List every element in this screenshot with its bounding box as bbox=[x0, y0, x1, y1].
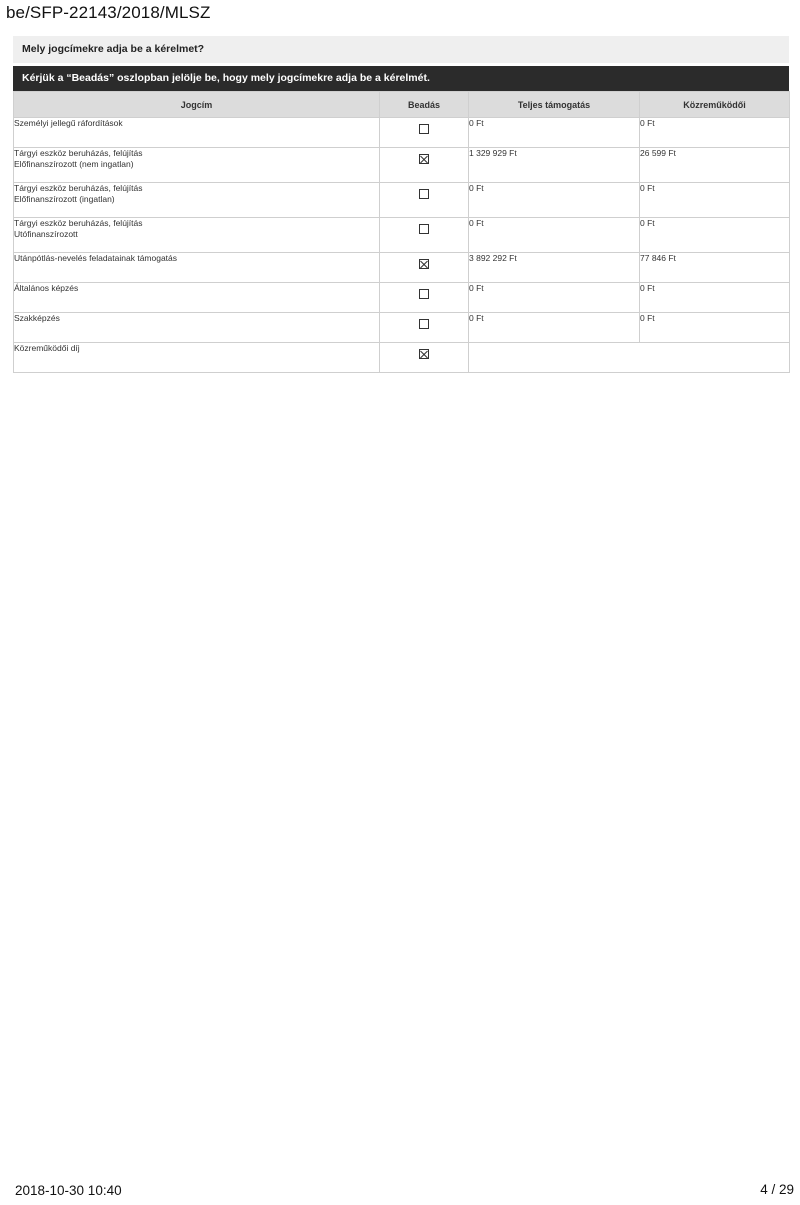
header-kozremukodoi: Közreműködői bbox=[640, 92, 790, 118]
table-body bbox=[14, 118, 790, 373]
cell-beadas bbox=[380, 283, 469, 313]
checkbox-checked-icon[interactable] bbox=[419, 349, 429, 359]
jogcim-label: Tárgyi eszköz beruházás, felújítás bbox=[14, 218, 143, 228]
table-row bbox=[14, 313, 790, 343]
footer-page-number: 4 / 29 bbox=[760, 1182, 794, 1197]
checkbox-checked-icon[interactable] bbox=[419, 154, 429, 164]
cell-empty-merged bbox=[469, 343, 790, 373]
cell-beadas bbox=[380, 183, 469, 218]
cell-beadas bbox=[380, 118, 469, 148]
checkbox-empty-icon[interactable] bbox=[419, 224, 429, 234]
cell-jogcim bbox=[14, 183, 380, 218]
cell-teljes-tamogatas: 1 329 929 Ft bbox=[469, 148, 640, 183]
cell-teljes-tamogatas: 0 Ft bbox=[469, 313, 640, 343]
cell-teljes-tamogatas: 0 Ft bbox=[469, 183, 640, 218]
cell-kozremukodoi: 0 Ft bbox=[640, 218, 790, 253]
cell-kozremukodoi: 77 846 Ft bbox=[640, 253, 790, 283]
cell-jogcim bbox=[14, 148, 380, 183]
cell-kozremukodoi: 0 Ft bbox=[640, 183, 790, 218]
cell-jogcim bbox=[14, 283, 380, 313]
cell-jogcim bbox=[14, 343, 380, 373]
checkbox-empty-icon[interactable] bbox=[419, 319, 429, 329]
cell-kozremukodoi: 0 Ft bbox=[640, 283, 790, 313]
jogcim-label: Utófinanszírozott bbox=[14, 229, 78, 239]
table-row bbox=[14, 343, 790, 373]
checkbox-empty-icon[interactable] bbox=[419, 124, 429, 134]
checkbox-empty-icon[interactable] bbox=[419, 289, 429, 299]
cell-teljes-tamogatas: 0 Ft bbox=[469, 218, 640, 253]
header-teljes-tamogatas: Teljes támogatás bbox=[469, 92, 640, 118]
header-jogcim: Jogcím bbox=[14, 92, 380, 118]
instruction-bar: Kérjük a “Beadás” oszlopban jelölje be, hogy mely jogcímekre adja be a kérelmét. bbox=[13, 66, 789, 91]
cell-beadas bbox=[380, 313, 469, 343]
cell-jogcim bbox=[14, 253, 380, 283]
checkbox-empty-icon[interactable] bbox=[419, 189, 429, 199]
cell-jogcim bbox=[14, 218, 380, 253]
table-header-row bbox=[14, 92, 790, 118]
cell-beadas bbox=[380, 343, 469, 373]
cell-beadas bbox=[380, 218, 469, 253]
cell-teljes-tamogatas: 0 Ft bbox=[469, 283, 640, 313]
cell-teljes-tamogatas: 3 892 292 Ft bbox=[469, 253, 640, 283]
cell-teljes-tamogatas: 0 Ft bbox=[469, 118, 640, 148]
table-row bbox=[14, 283, 790, 313]
jogcim-label: Utánpótlás-nevelés feladatainak támogatás bbox=[14, 253, 178, 263]
header-beadas: Beadás bbox=[380, 92, 469, 118]
jogcim-label: Előfinanszírozott (ingatlan) bbox=[14, 194, 115, 204]
cell-beadas bbox=[380, 148, 469, 183]
document-id: be/SFP-22143/2018/MLSZ bbox=[6, 3, 211, 22]
footer-datetime: 2018-10-30 10:40 bbox=[15, 1183, 122, 1198]
cell-kozremukodoi: 0 Ft bbox=[640, 313, 790, 343]
table-row bbox=[14, 253, 790, 283]
table-row bbox=[14, 218, 790, 253]
jogcim-label: Tárgyi eszköz beruházás, felújítás bbox=[14, 183, 143, 193]
checkbox-checked-icon[interactable] bbox=[419, 259, 429, 269]
jogcim-label: Előfinanszírozott (nem ingatlan) bbox=[14, 159, 134, 169]
jogcim-label: Általános képzés bbox=[14, 283, 79, 293]
cell-jogcim bbox=[14, 118, 380, 148]
table-row bbox=[14, 183, 790, 218]
jogcim-label: Szakképzés bbox=[14, 313, 60, 323]
jogcim-table bbox=[13, 91, 790, 373]
cell-beadas bbox=[380, 253, 469, 283]
table-row bbox=[14, 148, 790, 183]
jogcim-label: Tárgyi eszköz beruházás, felújítás bbox=[14, 148, 143, 158]
cell-kozremukodoi: 0 Ft bbox=[640, 118, 790, 148]
table-row bbox=[14, 118, 790, 148]
jogcim-label: Közreműködői díj bbox=[14, 343, 80, 353]
cell-jogcim bbox=[14, 313, 380, 343]
jogcim-label: Személyi jellegű ráfordítások bbox=[14, 118, 123, 128]
cell-kozremukodoi: 26 599 Ft bbox=[640, 148, 790, 183]
section-title: Mely jogcímekre adja be a kérelmet? bbox=[13, 36, 789, 63]
